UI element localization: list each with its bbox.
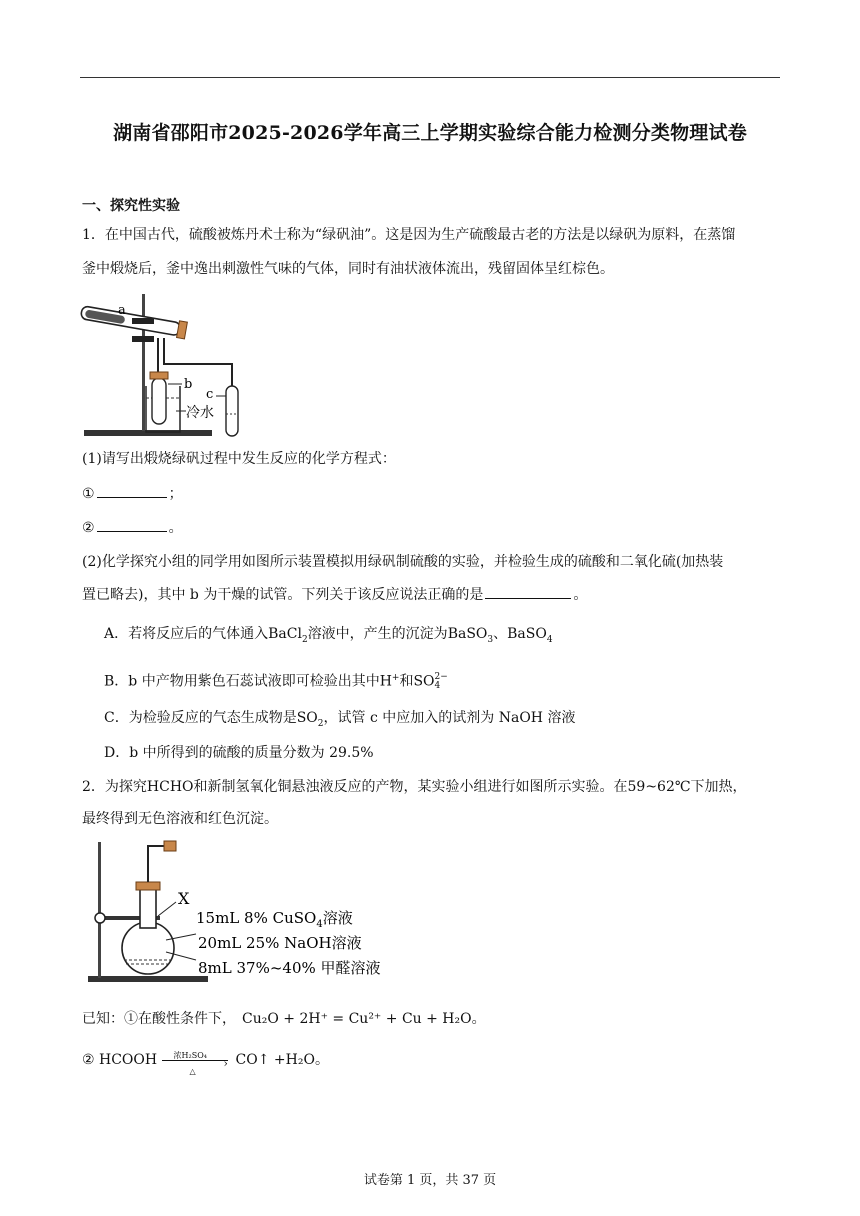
h-ion-sup: + (391, 673, 400, 683)
q1-line1: 1．在中国古代，硫酸被炼丹术士称为“绿矾油”。这是因为生产硫酸最古老的方法是以绿矾为原料，在蒸馏 (82, 227, 736, 243)
blank2-suffix: 。 (168, 520, 183, 536)
reagent-cuso4-text: 15mL 8% CuSO (196, 909, 317, 927)
q1-sub2-line1: (2)化学探究小组的同学用如图所示装置模拟用绿矾制硫酸的实验，并检验生成的硫酸和二氧化硫(加热装 (82, 554, 724, 570)
baso3: BaSO (447, 626, 488, 642)
known-line1 (82, 1009, 486, 1029)
eq2-suffix: 。 (314, 1052, 329, 1068)
reagent-formaldehyde: 8mL 37%~40% 甲醛溶液 (198, 959, 381, 977)
q1-sub2-suffix: 。 (573, 587, 588, 603)
so4-sub: 4 (434, 680, 441, 691)
known-line2 (82, 1050, 329, 1076)
q1-sub2-line2 (82, 584, 587, 605)
q1-sub1: (1)请写出煅烧绿矾过程中发生反应的化学方程式： (82, 451, 396, 467)
baso4-sub: 4 (546, 634, 553, 645)
option-b-text: B．b 中产物用紫色石蕊试液即可检验出其中 (104, 673, 380, 690)
test-tube-b (152, 378, 166, 424)
reagent-cuso4-sub: 4 (316, 919, 323, 930)
bacl2-sub: 2 (301, 634, 308, 645)
baso4: BaSO (507, 626, 547, 642)
eq2-products: CO↑ +H₂O (235, 1052, 315, 1068)
clamp-bottom (132, 336, 154, 342)
q1-blank1-line (82, 483, 183, 504)
so4-sup: 2− (434, 671, 448, 682)
blank2-prefix: ② (82, 520, 95, 536)
q2-line1: 2．为探究HCHO和新制氢氧化铜悬浊液反应的产物，某实验小组进行如图所示实验。在59~62℃下加热， (82, 779, 747, 795)
h-ion: H (379, 673, 392, 690)
blank1-prefix: ① (82, 486, 95, 502)
eq2-reactant: ② HCOOH (82, 1052, 158, 1068)
answer-blank-3[interactable] (485, 584, 571, 599)
so2-sub: 2 (317, 718, 324, 729)
known-prefix: 已知：①在酸性条件下， (82, 1011, 236, 1027)
stand-base (84, 430, 212, 436)
reaction-arrow (162, 1050, 236, 1076)
blank1-suffix: ； (168, 486, 183, 502)
q1-blank2-line (82, 517, 183, 538)
page-title: 湖南省邵阳市2025-2026学年高三上学期实验综合能力检测分类物理试卷 (113, 122, 747, 144)
clamp-top (132, 318, 154, 324)
label-a: a (118, 303, 126, 318)
eq2-condition-top: 浓H₂SO₄ (173, 1051, 207, 1060)
option-a[interactable] (104, 624, 553, 650)
answer-blank-2[interactable] (97, 517, 167, 532)
page-footer: 试卷第 1 页，共 37 页 (363, 1173, 497, 1188)
option-c[interactable] (104, 708, 575, 734)
stand-rod (142, 294, 145, 431)
q2-line2: 最终得到无色溶液和红色沉淀。 (82, 811, 278, 827)
baso3-sub: 3 (487, 634, 494, 645)
so2: SO (296, 710, 318, 726)
option-a-sep: 、 (493, 626, 508, 642)
stopper (136, 882, 160, 890)
option-d[interactable]: D．b 中所得到的硫酸的质量分数为 29.5% (104, 745, 374, 761)
test-tube-c (226, 386, 238, 436)
stand-rod-2 (98, 842, 101, 978)
section-heading: 一、探究性实验 (82, 198, 180, 214)
known-suffix: 。 (471, 1011, 486, 1027)
so4-scripts (435, 673, 448, 691)
round-flask (122, 922, 174, 974)
apparatus-figure-2 (80, 836, 410, 986)
option-c-text: C．为检验反应的气态生成物是 (104, 710, 297, 726)
label-b: b (184, 377, 193, 392)
reagent-cuso4 (196, 909, 353, 930)
q1-line2: 釜中煅烧后，釜中逸出刺激性气味的气体，同时有油状液体流出，残留固体呈红棕色。 (82, 261, 614, 277)
label-x: X (178, 889, 190, 908)
label-cold-water: 冷水 (186, 405, 214, 421)
option-a-mid: 溶液中，产生的沉淀为 (307, 626, 448, 642)
reagent-cuso4-suffix: 溶液 (322, 909, 353, 927)
option-b[interactable] (104, 668, 448, 692)
q1-sub2-text: 置已略去)，其中 b 为干燥的试管。下列关于该反应说法正确的是 (82, 587, 484, 603)
bacl2: BaCl (268, 626, 302, 642)
arrow-line (162, 1060, 228, 1061)
header-rule (80, 77, 780, 78)
option-c-suffix: ，试管 c 中应加入的试剂为 NaOH 溶液 (323, 710, 576, 726)
eq2-condition-bottom: △ (189, 1067, 196, 1076)
stand-base-2 (88, 976, 208, 982)
option-a-text: A．若将反应后的气体通入 (104, 626, 269, 642)
arrow-head-icon: › (223, 1057, 228, 1070)
so4-ion: SO (413, 673, 435, 690)
apparatus-figure-1 (80, 286, 260, 442)
option-b-and: 和 (399, 673, 414, 690)
known-equation: Cu₂O + 2H⁺ = Cu²⁺ + Cu + H₂O (242, 1011, 472, 1027)
answer-blank-1[interactable] (97, 483, 167, 498)
reagent-naoh: 20mL 25% NaOH溶液 (198, 934, 362, 952)
label-c: c (206, 387, 214, 402)
